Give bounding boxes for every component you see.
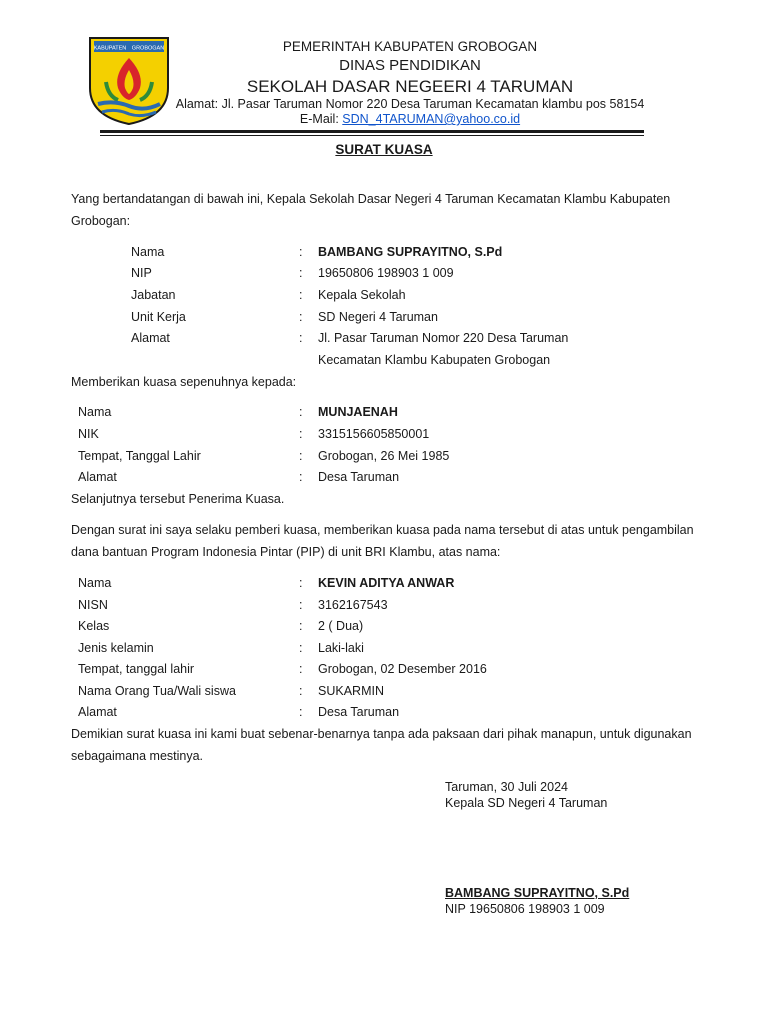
student-birth-value: Grobogan, 02 Desember 2016 bbox=[318, 662, 487, 676]
student-address-label: Alamat bbox=[78, 705, 117, 719]
student-class-label: Kelas bbox=[78, 619, 110, 633]
closing-paragraph-line2: sebagaimana mestinya. bbox=[71, 749, 204, 763]
student-address-value: Desa Taruman bbox=[318, 705, 400, 719]
student-parent-value: SUKARMIN bbox=[318, 684, 384, 698]
student-gender-value: Laki-laki bbox=[318, 641, 364, 655]
grantor-name-value: BAMBANG SUPRAYITNO, S.Pd bbox=[318, 245, 503, 259]
grantor-position-value: Kepala Sekolah bbox=[318, 288, 406, 302]
student-nisn-label: NISN bbox=[78, 598, 108, 612]
colon: : bbox=[299, 449, 303, 463]
colon: : bbox=[299, 266, 303, 280]
signature-place-date: Taruman, 30 Juli 2024 bbox=[445, 780, 568, 794]
email-label: E-Mail: bbox=[299, 112, 343, 126]
grantor-unit-value: SD Negeri 4 Taruman bbox=[318, 310, 438, 324]
grantee-nik-label: NIK bbox=[78, 427, 99, 441]
closing-paragraph-line1: Demikian surat kuasa ini kami buat sebenar-benarnya tanpa ada paksaan dari pihak manapun, untuk digunakan bbox=[71, 727, 692, 741]
grant-intro: Memberikan kuasa sepenuhnya kepada: bbox=[71, 375, 297, 389]
signature-position: Kepala SD Negeri 4 Taruman bbox=[445, 796, 608, 810]
student-gender-label: Jenis kelamin bbox=[78, 641, 154, 655]
colon: : bbox=[299, 245, 303, 259]
student-nisn-value: 3162167543 bbox=[318, 598, 388, 612]
colon: : bbox=[299, 619, 303, 633]
logo-text-left: KABUPATEN bbox=[93, 45, 127, 52]
grantee-birth-value: Grobogan, 26 Mei 1985 bbox=[318, 449, 450, 463]
grantee-name-value: MUNJAENAH bbox=[318, 405, 398, 419]
signature-name: BAMBANG SUPRAYITNO, S.Pd bbox=[445, 886, 630, 900]
grantor-address-value: Jl. Pasar Taruman Nomor 220 Desa Taruman bbox=[318, 331, 569, 345]
email-link[interactable]: SDN_4TARUMAN@yahoo.co.id bbox=[342, 112, 521, 126]
grantee-nik-value: 3315156605850001 bbox=[318, 427, 430, 441]
grantee-name-label: Nama bbox=[78, 405, 112, 419]
intro-paragraph-line1: Yang bertandatangan di bawah ini, Kepala Sekolah Dasar Negeri 4 Taruman Kecamatan Klambu Kabupaten bbox=[71, 192, 671, 206]
grantor-address-value-line2: Kecamatan Klambu Kabupaten Grobogan bbox=[318, 353, 551, 367]
letterhead-department: DINAS PENDIDIKAN bbox=[339, 57, 481, 74]
student-parent-label: Nama Orang Tua/Wali siswa bbox=[78, 684, 236, 698]
letterhead-government: PEMERINTAH KABUPATEN GROBOGAN bbox=[282, 39, 538, 54]
document-title: SURAT KUASA bbox=[335, 142, 433, 157]
letterhead-school: SEKOLAH DASAR NEGEERI 4 TARUMAN bbox=[246, 77, 574, 96]
colon: : bbox=[299, 405, 303, 419]
letterhead-address: Alamat: Jl. Pasar Taruman Nomor 220 Desa Taruman Kecamatan klambu pos 58154 bbox=[175, 97, 645, 111]
letterhead-email bbox=[160, 112, 660, 126]
colon: : bbox=[299, 705, 303, 719]
grantor-address-label: Alamat bbox=[131, 331, 170, 345]
purpose-paragraph-line2: dana bantuan Program Indonesia Pintar (PIP) di unit BRI Klambu, atas nama: bbox=[71, 545, 501, 559]
grantor-unit-label: Unit Kerja bbox=[131, 310, 186, 324]
letterhead-rule-thick bbox=[100, 130, 644, 133]
grantor-name-label: Nama bbox=[131, 245, 165, 259]
colon: : bbox=[299, 641, 303, 655]
colon: : bbox=[299, 576, 303, 590]
colon: : bbox=[299, 662, 303, 676]
colon: : bbox=[299, 598, 303, 612]
grantee-note: Selanjutnya tersebut Penerima Kuasa. bbox=[71, 492, 285, 506]
grantee-birth-label: Tempat, Tanggal Lahir bbox=[78, 449, 201, 463]
logo-text-right: GROBOGAN bbox=[131, 45, 165, 52]
intro-paragraph-line2: Grobogan: bbox=[71, 214, 131, 228]
grantee-address-value: Desa Taruman bbox=[318, 470, 400, 484]
student-name-value: KEVIN ADITYA ANWAR bbox=[318, 576, 455, 590]
colon: : bbox=[299, 684, 303, 698]
student-name-label: Nama bbox=[78, 576, 112, 590]
grantee-address-label: Alamat bbox=[78, 470, 117, 484]
grantor-position-label: Jabatan bbox=[131, 288, 176, 302]
colon: : bbox=[299, 288, 303, 302]
student-birth-label: Tempat, tanggal lahir bbox=[78, 662, 195, 676]
grantor-nip-value: 19650806 198903 1 009 bbox=[318, 266, 454, 280]
colon: : bbox=[299, 470, 303, 484]
student-class-value: 2 ( Dua) bbox=[318, 619, 364, 633]
purpose-paragraph-line1: Dengan surat ini saya selaku pemberi kuasa, memberikan kuasa pada nama tersebut di atas untuk pengambilan bbox=[71, 523, 694, 537]
colon: : bbox=[299, 331, 303, 345]
colon: : bbox=[299, 310, 303, 324]
colon: : bbox=[299, 427, 303, 441]
signature-nip: NIP 19650806 198903 1 009 bbox=[445, 902, 605, 916]
letterhead-rule-thin bbox=[100, 135, 644, 136]
grantor-nip-label: NIP bbox=[131, 266, 152, 280]
